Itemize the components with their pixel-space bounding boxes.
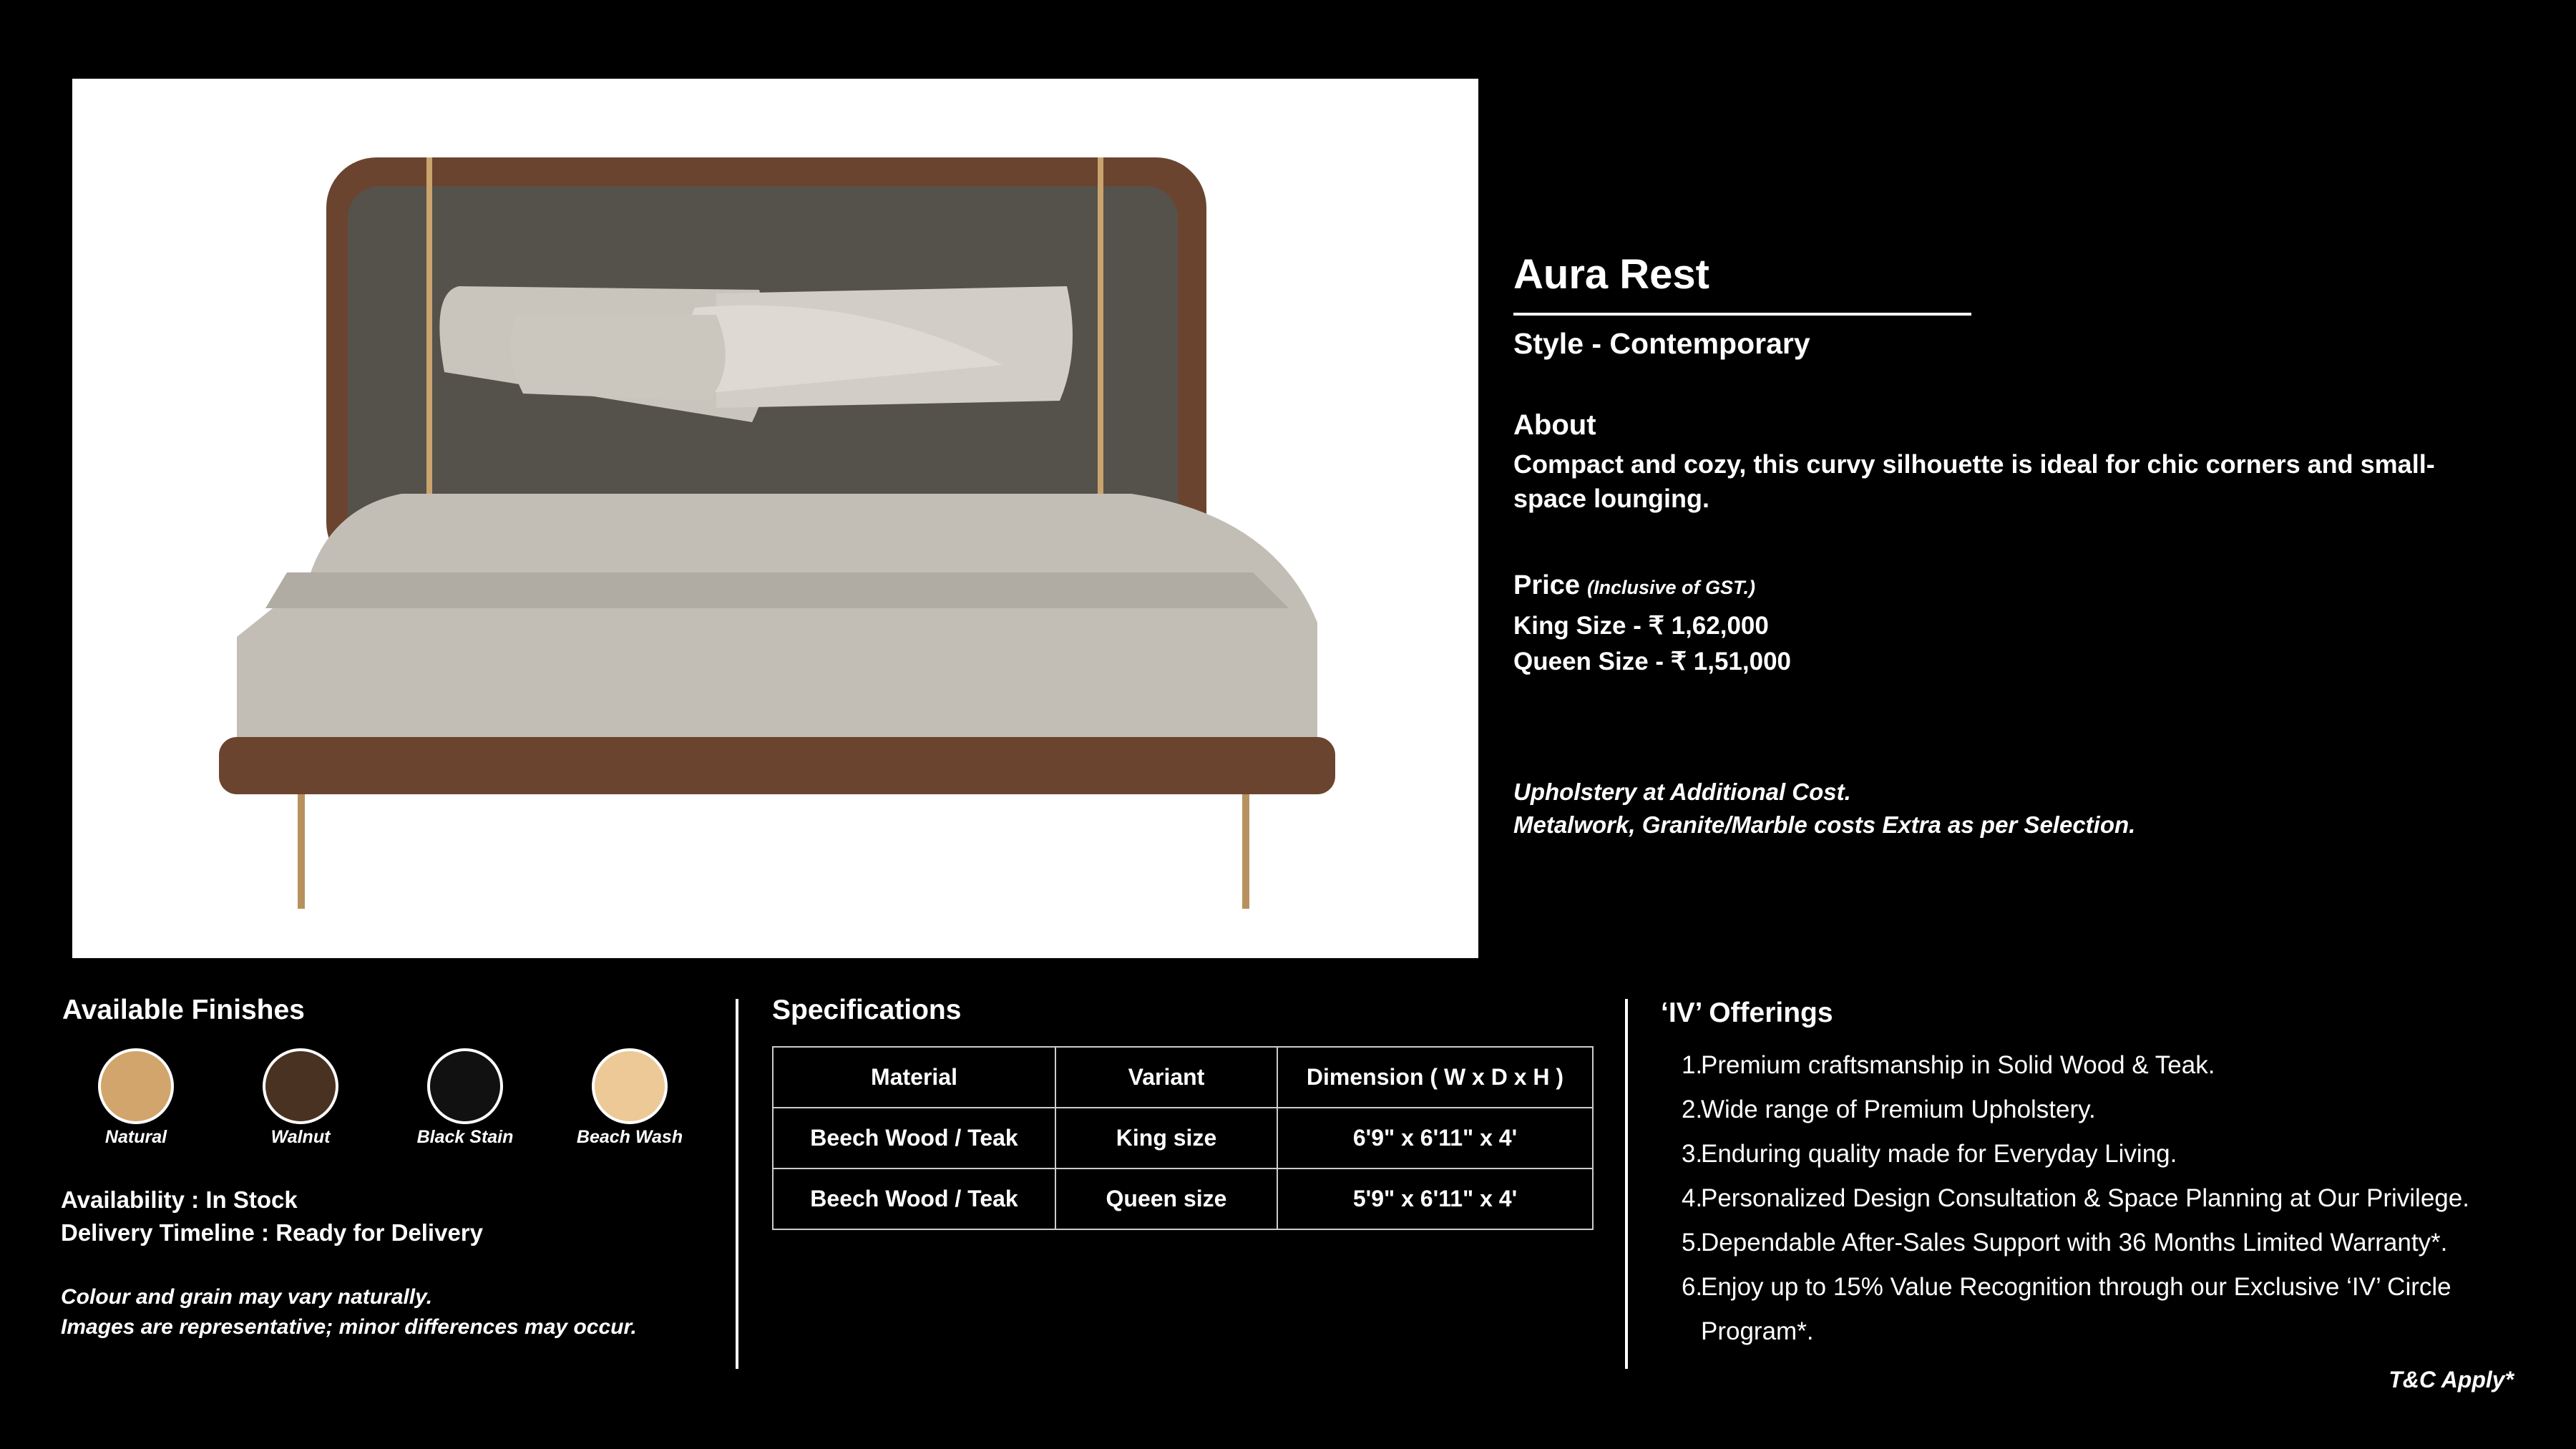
king-price: King Size - ₹ 1,62,000 <box>1513 612 1769 640</box>
price-gst-note: (Inclusive of GST.) <box>1586 577 1755 598</box>
item-text: Personalized Design Consultation & Space Planning at Our Privilege. <box>1701 1184 2469 1212</box>
finish-label: Black Stain <box>416 1127 514 1147</box>
specs-heading: Specifications <box>772 995 962 1025</box>
product-image-bed <box>72 79 1478 958</box>
header-cell: Dimension ( W x D x H ) <box>1277 1047 1593 1108</box>
upholstery-note: Upholstery at Additional Cost. <box>1513 779 1851 805</box>
finishes-heading: Available Finishes <box>62 995 305 1025</box>
about-heading: About <box>1513 409 1596 441</box>
item-text: Enjoy up to 15% Value Recognition through our Exclusive ‘IV’ Circle <box>1701 1273 2451 1301</box>
finish-label: Beach Wash <box>576 1127 683 1147</box>
finish-swatch-natural[interactable] <box>98 1048 174 1124</box>
terms-note: T&C Apply* <box>2389 1367 2514 1392</box>
header-cell: Variant <box>1055 1047 1277 1108</box>
specs-table <box>772 1046 1594 1230</box>
table-row <box>773 1169 1593 1229</box>
image-note: Images are representative; minor differences may occur. <box>61 1315 637 1339</box>
list-item-continuation <box>1667 1309 2469 1354</box>
queen-price: Queen Size - ₹ 1,51,000 <box>1513 648 1792 675</box>
title-underline <box>1513 313 1971 316</box>
list-item <box>1667 1221 2469 1265</box>
item-text: Premium craftsmanship in Solid Wood & Teak. <box>1701 1051 2215 1079</box>
finish-swatch-beach-wash[interactable] <box>592 1048 668 1124</box>
list-item <box>1667 1265 2469 1309</box>
price-heading <box>1513 570 1755 601</box>
item-number: 6. <box>1682 1273 1703 1301</box>
list-item <box>1667 1088 2469 1132</box>
finish-swatch-black-stain[interactable] <box>427 1048 503 1124</box>
offerings-heading: ‘IV’ Offerings <box>1661 997 1833 1028</box>
item-text: Enduring quality made for Everyday Living. <box>1701 1140 2177 1168</box>
availability: Availability : In Stock <box>61 1186 298 1213</box>
list-item <box>1667 1132 2469 1176</box>
about-text: Compact and cozy, this curvy silhouette is ideal for chic corners and small-space lounging. <box>1513 449 2435 513</box>
section-divider <box>736 999 738 1369</box>
item-text: Program*. <box>1701 1317 1814 1345</box>
cell: Beech Wood / Teak <box>773 1108 1055 1169</box>
item-number: 3. <box>1682 1140 1703 1168</box>
cell: Queen size <box>1055 1169 1277 1229</box>
item-text: Wide range of Premium Upholstery. <box>1701 1096 2096 1123</box>
list-item <box>1667 1176 2469 1221</box>
finish-label: Walnut <box>270 1127 331 1147</box>
cell: King size <box>1055 1108 1277 1169</box>
section-divider <box>1625 999 1628 1369</box>
item-text: Dependable After-Sales Support with 36 Months Limited Warranty*. <box>1701 1229 2448 1257</box>
offerings-list <box>1667 1043 2469 1354</box>
product-style: Style - Contemporary <box>1513 327 1810 360</box>
list-item <box>1667 1043 2469 1088</box>
colour-note: Colour and grain may vary naturally. <box>61 1285 433 1309</box>
delivery-timeline: Delivery Timeline : Ready for Delivery <box>61 1219 483 1246</box>
finish-swatch-walnut[interactable] <box>263 1048 338 1124</box>
table-header-row <box>773 1047 1593 1108</box>
extras-note: Metalwork, Granite/Marble costs Extra as per Selection. <box>1513 811 2136 838</box>
item-number: 1. <box>1682 1051 1703 1079</box>
header-cell: Material <box>773 1047 1055 1108</box>
item-number: 4. <box>1682 1184 1703 1212</box>
item-number: 2. <box>1682 1096 1703 1123</box>
finish-label: Natural <box>104 1127 167 1147</box>
cell: Beech Wood / Teak <box>773 1169 1055 1229</box>
cell: 5'9" x 6'11" x 4' <box>1277 1169 1593 1229</box>
cell: 6'9" x 6'11" x 4' <box>1277 1108 1593 1169</box>
table-row <box>773 1108 1593 1169</box>
price-label: Price <box>1513 570 1580 600</box>
product-title: Aura Rest <box>1513 251 1709 298</box>
item-number: 5. <box>1682 1229 1703 1257</box>
